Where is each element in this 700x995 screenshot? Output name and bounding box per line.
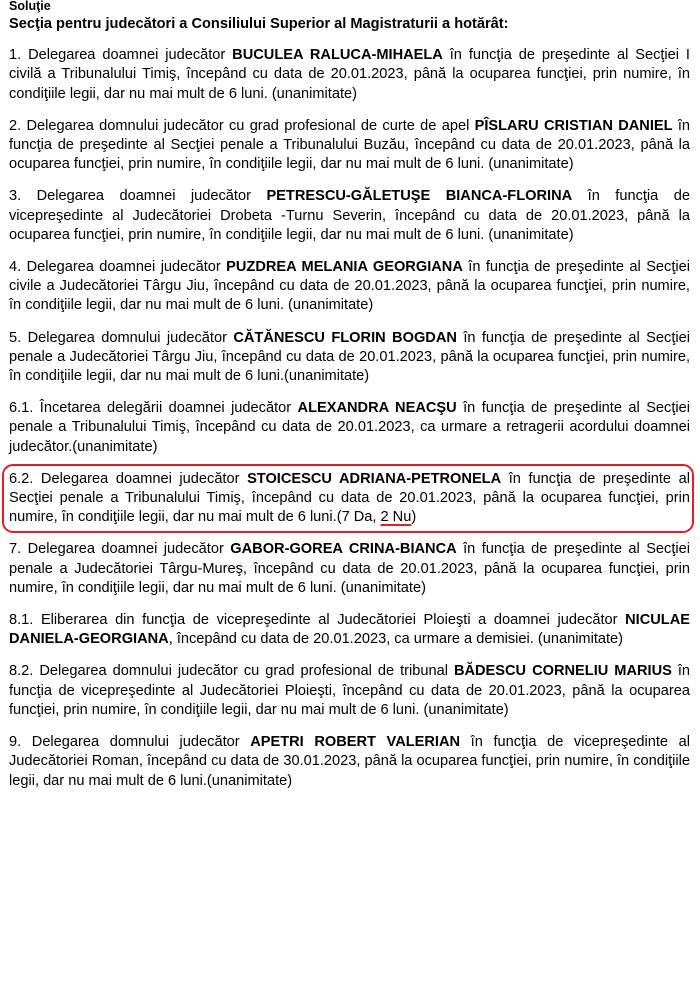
judge-name: BUCULEA RALUCA-MIHAELA <box>232 47 443 64</box>
resolution-item: 5. Delegarea domnului judecător CĂTĂNESCU FLORIN BOGDAN în funcţia de preşedinte al Secţiei penale a Judecătoriei Târgu Jiu, începând cu data de 20.01.2023, până la ocuparea funcţiei, prin numire, în condiţiile legii, dar nu mai mult de 6 luni.(unanimitate) <box>9 329 690 385</box>
resolution-item: 9. Delegarea domnului judecător APETRI ROBERT VALERIAN în funcţia de vicepreşedinte al Judecătoriei Roman, începând cu data de 30.01.2023, până la ocuparea funcţiei, prin numire, în condiţiile legii, dar nu mai mult de 6 luni.(unanimitate) <box>9 734 690 789</box>
judge-name: PÎSLARU CRISTIAN DANIEL <box>474 117 673 134</box>
judge-name: PETRESCU-GĂLETUŞE BIANCA-FLORINA <box>266 188 573 205</box>
resolution-item: 1. Delegarea doamnei judecător BUCULEA RALUCA-MIHAELA în funcţia de preşedinte al Secţiei I civilă a Tribunalului Timiş, începând cu data de 20.01.2023, până la ocuparea funcţiei, prin numire, în condiţiile legii, dar nu mai mult de 6 luni. (unanimitate) <box>9 47 690 102</box>
document-page <box>9 0 690 791</box>
red-highlight-box <box>2 464 694 534</box>
judge-name: APETRI ROBERT VALERIAN <box>250 734 461 751</box>
resolution-item: 4. Delegarea doamnei judecător PUZDREA MELANIA GEORGIANA în funcţia de preşedinte al Secţiei civile a Judecătoriei Târgu Jiu, începând cu data de 20.01.2023, până la ocuparea funcţiei, prin numire, în condiţiile legii, dar nu mai mult de 6 luni. (unanimitate) <box>9 259 690 314</box>
intro-line: Secţia pentru judecători a Consiliului Superior al Magistraturii a hotărât: <box>9 16 509 32</box>
resolution-item: 8.2. Delegarea domnului judecător cu grad profesional de tribunal BĂDESCU CORNELIU MARIUS în funcţia de vicepreşedinte al Judecătoriei Ploieşti, începând cu data de 20.01.2023, până la ocuparea funcţiei, prin numire, în condiţiile legii, dar nu mai mult de 6 luni. (unanimitate) <box>9 663 691 718</box>
vote-no-count: 2 Nu <box>380 509 412 526</box>
section-heading: Soluţie <box>9 0 51 13</box>
judge-name: GABOR-GOREA CRINA-BIANCA <box>230 541 457 558</box>
resolution-item: 7. Delegarea doamnei judecător GABOR-GOREA CRINA-BIANCA în funcţia de preşedinte al Secţiei penale a Judecătoriei Târgu-Mureş, începând cu data de 20.01.2023, până la ocuparea funcţiei, prin numire, în condiţiile legii, dar nu mai mult de 6 luni. (unanimitate) <box>9 541 691 596</box>
judge-name: ALEXANDRA NEACŞU <box>297 400 457 417</box>
resolution-item: 3. Delegarea doamnei judecător PETRESCU-GĂLETUŞE BIANCA-FLORINA în funcţia de vicepreşedinte al Judecătoriei Drobeta -Turnu Severin, începând cu data de 20.01.2023, până la ocuparea funcţiei, prin numire, în condiţiile legii, dar nu mai mult de 6 luni. (unanimitate) <box>9 188 690 243</box>
judge-name: STOICESCU ADRIANA-PETRONELA <box>247 470 502 487</box>
resolution-item: 6.1. Încetarea delegării doamnei judecător ALEXANDRA NEACŞU în funcţia de preşedinte al Secţiei penale a Tribunalului Timiş, începând cu data de 20.01.2023, ca urmare a retragerii acordului doamnei judecător.(unanimitate) <box>9 400 690 455</box>
judge-name: CĂTĂNESCU FLORIN BOGDAN <box>233 329 457 346</box>
judge-name: BĂDESCU CORNELIU MARIUS <box>453 663 672 680</box>
judge-name: NICULAE DANIELA-GEORGIANA <box>9 612 690 648</box>
resolution-item: 2. Delegarea domnului judecător cu grad profesional de curte de apel PÎSLARU CRISTIAN DANIEL în funcţia de preşedinte al Secţiei penale a Tribunalului Buzău, începând cu data de 20.01.2023, până la ocuparea funcţiei, prin numire, în condiţiile legii, dar nu mai mult de 6 luni. (unanimitate) <box>9 117 691 173</box>
resolution-item: 8.1. Eliberarea din funcţia de vicepreşedinte al Judecătoriei Ploieşti a doamnei judecător NICULAE DANIELA-GEORGIANA, începând cu data de 20.01.2023, ca urmare a demisiei. (unanimitate) <box>9 612 690 648</box>
judge-name: PUZDREA MELANIA GEORGIANA <box>226 259 463 276</box>
resolution-item-highlighted: 6.2. Delegarea doamnei judecător STOICESCU ADRIANA-PETRONELA în funcţia de preşedinte al Secţiei penale a Tribunalului Timiş, începând cu data de 20.01.2023, până la ocuparea funcţiei, prin numire, în condiţiile legii, dar nu mai mult de 6 luni.(7 Da, 2 Nu) <box>9 470 690 526</box>
